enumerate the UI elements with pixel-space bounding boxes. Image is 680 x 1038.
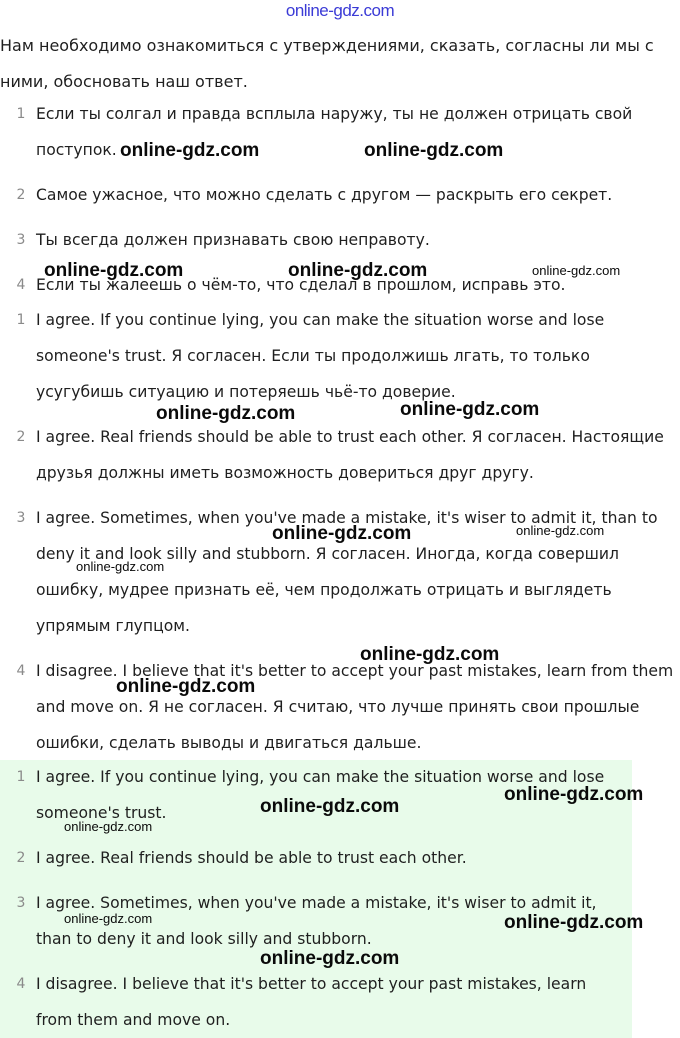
watermark: online-gdz.com <box>364 140 504 161</box>
item-text: I disagree. I believe that it's better to accept your past mistakes, learn from them and move on. Я не согласен. Я считаю, что лучше принять свои прошлые ошибки, сделать выводы и двигаться дальше. <box>36 662 674 752</box>
watermark: online-gdz.com <box>64 819 153 834</box>
item-number: 2 <box>16 429 26 445</box>
item-text: I agree. If you continue lying, you can make the situation worse and lose someone's trust. <box>36 768 605 822</box>
watermark: online-gdz.com <box>64 911 153 926</box>
item-number: 1 <box>16 106 26 122</box>
watermark: online-gdz.com <box>516 523 605 538</box>
item-number: 4 <box>16 277 26 293</box>
item-text: I agree. Sometimes, when you've made a mistake, it's wiser to admit it, than to deny it and look silly and stubborn. <box>36 894 597 948</box>
watermark: online-gdz.com <box>504 912 644 933</box>
item-text: Ты всегда должен признавать свою неправоту. <box>36 231 430 249</box>
item-number: 4 <box>16 663 26 679</box>
watermark: online-gdz.com <box>272 523 412 544</box>
item-text: Если ты солгал и правда всплыла наружу, ты не должен отрицать свой поступок. <box>36 105 633 159</box>
item-number: 2 <box>16 850 26 866</box>
item-number: 1 <box>16 312 26 328</box>
watermark: online-gdz.com <box>76 559 165 574</box>
watermark: online-gdz.com <box>260 796 400 817</box>
item-text: I agree. Real friends should be able to trust each other. <box>36 849 467 867</box>
item-number: 4 <box>16 976 26 992</box>
item-text: Самое ужасное, что можно сделать с другом — раскрыть его секрет. <box>36 186 613 204</box>
watermark: online-gdz.com <box>44 260 184 281</box>
watermark: online-gdz.com <box>288 260 428 281</box>
item-text: I disagree. I believe that it's better to accept your past mistakes, learn from them and move on. <box>36 975 587 1029</box>
item-text: Если ты жалеешь о чём-то, что сделал в прошлом, исправь это. <box>36 276 566 294</box>
item-number: 3 <box>16 895 26 911</box>
item-text: I agree. Real friends should be able to trust each other. Я согласен. Настоящие друзья должны иметь возможность довериться друг другу. <box>36 428 664 482</box>
watermark: online-gdz.com <box>120 140 260 161</box>
watermark: online-gdz.com <box>532 263 621 278</box>
intro-paragraph: Нам необходимо ознакомиться с утверждениями, сказать, согласны ли мы с ними, обосновать наш ответ. <box>0 36 654 91</box>
watermark: online-gdz.com <box>156 403 296 424</box>
watermark: online-gdz.com <box>360 644 500 665</box>
watermark: online-gdz.com <box>400 399 540 420</box>
item-number: 3 <box>16 510 26 526</box>
item-number: 1 <box>16 769 26 785</box>
watermark: online-gdz.com <box>116 676 256 697</box>
site-header-link[interactable]: online-gdz.com <box>285 1 395 20</box>
item-text: I agree. Sometimes, when you've made a mistake, it's wiser to admit it, than to deny it and look silly and stubborn. Я согласен. Иногда, когда совершил ошибку, мудрее признать её, чем продолжать отрицать и выглядеть упрямым глупцом. <box>36 509 658 635</box>
item-text: I agree. If you continue lying, you can make the situation worse and lose someone's trust. Я согласен. Если ты продолжишь лгать, то только усугубишь ситуацию и потеряешь чьё-то доверие. <box>36 311 605 401</box>
item-number: 3 <box>16 232 26 248</box>
item-number: 2 <box>16 187 26 203</box>
watermark: online-gdz.com <box>504 784 644 805</box>
watermark: online-gdz.com <box>260 948 400 969</box>
